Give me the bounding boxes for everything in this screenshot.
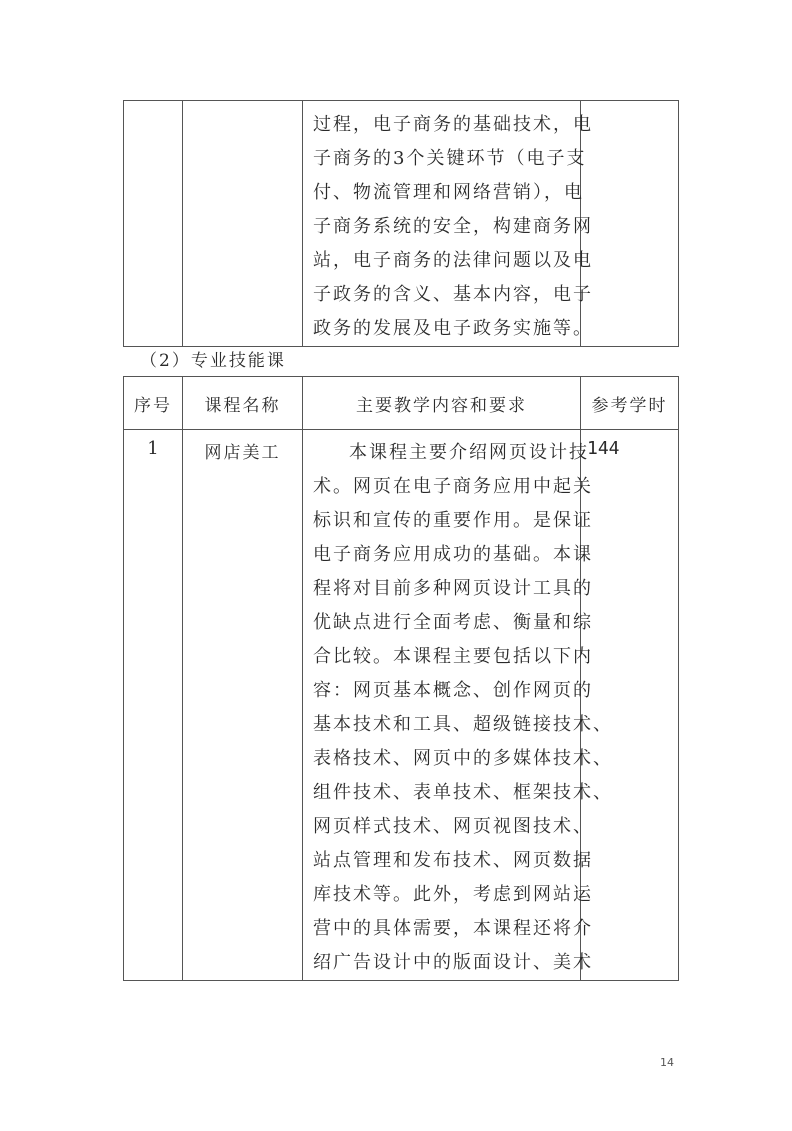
content-line: 容：网页基本概念、创作网页的 — [313, 680, 593, 701]
table-row — [124, 430, 679, 981]
column-header-hours: 参考学时 — [581, 377, 679, 430]
content-line: 程将对目前多种网页设计工具的 — [313, 578, 593, 599]
content-line: 术。网页在电子商务应用中起关 — [313, 476, 593, 497]
column-header-number: 序号 — [124, 377, 183, 430]
section-heading: （2）专业技能课 — [140, 351, 286, 371]
content-line: 过程，电子商务的基础技术，电 — [313, 114, 593, 135]
content-line: 付、物流管理和网络营销），电 — [313, 182, 584, 203]
table-cell-name — [183, 101, 303, 347]
column-header-content: 主要教学内容和要求 — [303, 377, 581, 430]
content-line: 组件技术、表单技术、框架技术、 — [313, 782, 613, 803]
table-cell-number — [124, 101, 183, 347]
content-line: 库技术等。此外，考虑到网站运 — [313, 884, 593, 905]
content-line: 政务的发展及电子政务实施等。 — [313, 318, 593, 339]
content-line: 绍广告设计中的版面设计、美术 — [313, 952, 593, 973]
content-line: 标识和宣传的重要作用。是保证 — [313, 510, 593, 531]
content-line: 站，电子商务的法律问题以及电 — [313, 250, 593, 271]
row-number: 1 — [124, 430, 183, 981]
content-line: 本课程主要介绍网页设计技 — [349, 442, 589, 463]
content-line: 合比较。本课程主要包括以下内 — [313, 646, 593, 667]
content-line: 营中的具体需要，本课程还将介 — [313, 918, 593, 939]
table-header-row — [124, 377, 679, 430]
content-line: 表格技术、网页中的多媒体技术、 — [313, 748, 613, 769]
table-row — [124, 101, 679, 347]
table-cell-content — [303, 101, 593, 347]
course-name: 网店美工 — [183, 430, 303, 981]
page-number: 14 — [660, 1056, 674, 1069]
continued-course-table — [123, 100, 679, 347]
content-line: 子商务系统的安全，构建商务网 — [313, 216, 593, 237]
content-line: 优缺点进行全面考虑、衡量和综 — [313, 612, 593, 633]
content-line: 站点管理和发布技术、网页数据 — [313, 850, 593, 871]
column-header-course-name: 课程名称 — [183, 377, 303, 430]
content-line: 子商务的3个关键环节（电子支 — [313, 148, 587, 169]
skills-course-table — [123, 376, 679, 981]
content-line: 基本技术和工具、超级链接技术、 — [313, 714, 613, 735]
content-line: 电子商务应用成功的基础。本课 — [313, 544, 593, 565]
course-hours: 144 — [581, 430, 679, 981]
content-line: 网页样式技术、网页视图技术、 — [313, 816, 593, 837]
table-cell-hours — [581, 101, 679, 347]
content-line: 子政务的含义、基本内容，电子 — [313, 284, 593, 305]
